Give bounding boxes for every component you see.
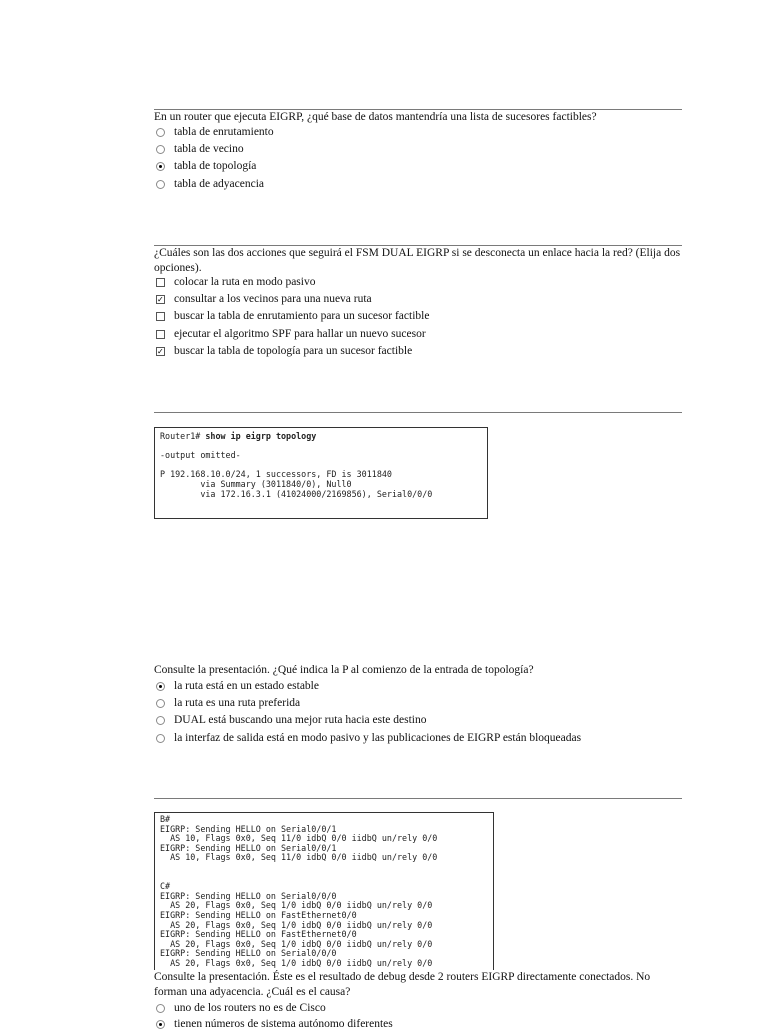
checkbox-checked[interactable] [156,295,165,304]
option-label: tienen números de sistema autónomo diferentes [174,1018,393,1030]
exhibit-line: EIGRP: Sending HELLO on Serial0/0/0 [160,890,337,901]
option-label: tabla de topología [174,160,257,172]
option-label: uno de los routers no es de Cisco [174,1002,326,1014]
option-label: consultar a los vecinos para una nueva ruta [174,293,372,305]
exhibit-line: P 192.168.10.0/24, 1 successors, FD is 3011840 [160,469,392,480]
q4-option-1[interactable] [156,1000,326,1016]
exhibit-line [160,863,488,873]
exhibit-line: EIGRP: Sending HELLO on FastEthernet0/0 [160,929,357,940]
exhibit-line: EIGRP: Sending HELLO on Serial0/0/1 [160,823,337,834]
exhibit-command-line [160,432,482,442]
q2-option-2[interactable] [156,291,372,307]
q1-option-1[interactable] [156,124,274,140]
q3-option-1[interactable] [156,678,319,694]
exhibit-line [160,873,488,883]
q2-option-1[interactable] [156,274,315,290]
radio-button[interactable] [156,145,165,154]
radio-button[interactable] [156,716,165,725]
exhibit-line: C# [160,881,171,892]
radio-button-selected[interactable] [156,1020,165,1029]
exhibit-line: EIGRP: Sending HELLO on Serial0/0/1 [160,842,337,853]
q2-option-3[interactable] [156,308,429,324]
q2-option-4[interactable] [156,326,426,342]
cli-command: show ip eigrp topology [200,431,317,441]
question-1-text: En un router que ejecuta EIGRP, ¿qué base de datos mantendría una lista de sucesores factibles? [154,111,597,123]
exhibit-line: AS 20, Flags 0x0, Seq 1/0 idbQ 0/0 iidbQ un/rely 0/0 [160,938,433,949]
radio-button[interactable] [156,734,165,743]
exhibit-line: EIGRP: Sending HELLO on Serial0/0/0 [160,948,337,959]
option-label: buscar la tabla de enrutamiento para un sucesor factible [174,310,430,322]
q1-option-3[interactable] [156,158,256,174]
radio-button[interactable] [156,699,165,708]
radio-button-selected[interactable] [156,682,165,691]
exhibit-line: AS 10, Flags 0x0, Seq 11/0 idbQ 0/0 iidbQ un/rely 0/0 [160,852,438,863]
exhibit-line: via Summary (3011840/0), Null0 [160,478,352,489]
q2-option-5[interactable] [156,343,412,359]
option-label: colocar la ruta en modo pasivo [174,276,316,288]
q3-option-2[interactable] [156,695,300,711]
option-label: tabla de adyacencia [174,178,265,190]
exhibit-line: EIGRP: Sending HELLO on FastEthernet0/0 [160,909,357,920]
exhibit-line: AS 20, Flags 0x0, Seq 1/0 idbQ 0/0 iidbQ un/rely 0/0 [160,957,433,968]
question-2-text: ¿Cuáles son las dos acciones que seguirá el FSM DUAL EIGRP si se desconecta un enlace hacia la red? (Elija dos opciones). [154,247,681,274]
radio-button-selected[interactable] [156,162,165,171]
option-label: ejecutar el algoritmo SPF para hallar un nuevo sucesor [174,328,426,340]
exhibit-topology-output [154,427,488,519]
option-label: tabla de enrutamiento [174,126,274,138]
cli-prompt: Router1# [160,431,201,441]
checkbox[interactable] [156,278,165,287]
q3-option-4[interactable] [156,730,581,746]
checkbox[interactable] [156,312,165,321]
option-label: tabla de vecino [174,143,244,155]
exhibit-line: B# [160,814,171,824]
radio-button[interactable] [156,1004,165,1013]
option-label: DUAL está buscando una mejor ruta hacia este destino [174,714,427,726]
radio-button[interactable] [156,128,165,137]
exhibit-line: AS 10, Flags 0x0, Seq 11/0 idbQ 0/0 iidbQ un/rely 0/0 [160,833,438,844]
option-label: la ruta es una ruta preferida [174,697,301,709]
separator-3 [154,412,682,413]
checkbox[interactable] [156,330,165,339]
exhibit-line: AS 20, Flags 0x0, Seq 1/0 idbQ 0/0 iidbQ un/rely 0/0 [160,900,433,911]
q1-option-2[interactable] [156,141,244,157]
exhibit-line: via 172.16.3.1 (41024000/2169856), Serial0/0/0 [160,488,433,499]
separator-4 [154,798,682,799]
checkbox-checked[interactable] [156,347,165,356]
exhibit-line: AS 20, Flags 0x0, Seq 1/0 idbQ 0/0 iidbQ un/rely 0/0 [160,919,433,930]
q1-option-4[interactable] [156,176,264,192]
option-label: buscar la tabla de topología para un sucesor factible [174,345,413,357]
exhibit-debug-output [154,812,494,970]
question-4-text: Consulte la presentación. Éste es el resultado de debug desde 2 routers EIGRP directamente conectados. No forman una adyacencia. ¿Cuál es el causa? [154,971,651,998]
option-label: la ruta está en un estado estable [174,680,319,692]
q4-option-2[interactable] [156,1016,393,1032]
radio-button[interactable] [156,180,165,189]
q3-option-3[interactable] [156,712,427,728]
option-label: la interfaz de salida está en modo pasivo y las publicaciones de EIGRP están bloqueadas [174,732,582,744]
exhibit-line: -output omitted- [160,450,241,461]
question-3-text: Consulte la presentación. ¿Qué indica la P al comienzo de la entrada de topología? [154,664,534,676]
